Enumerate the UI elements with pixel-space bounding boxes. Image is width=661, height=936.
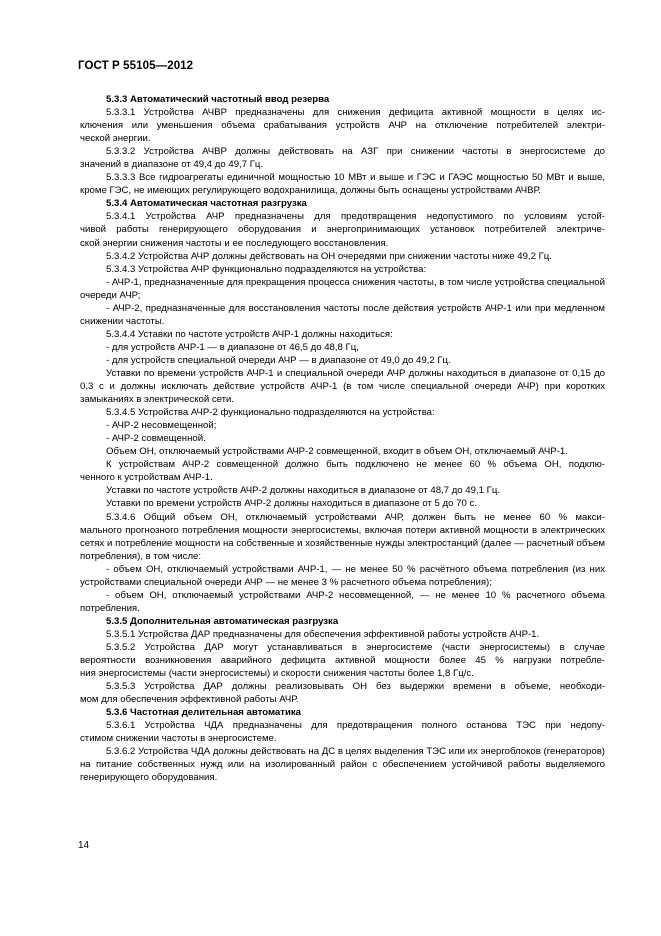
paragraph: 5.3.3.1 Устройства АЧВР предназначены для снижения дефицита активной мощности в целях ис-	[106, 107, 605, 119]
paragraph: - АЧР-1, предназначенные для прекращения процесса снижения частоты, в том числе устройства специальной очереди АЧР;	[80, 276, 605, 301]
page-number: 14	[78, 840, 90, 851]
section-heading: 5.3.5 Дополнительная автоматическая разгрузка	[106, 615, 339, 627]
paragraph-continuation: ченного к устройствам АЧР-1.	[80, 472, 213, 484]
section-heading: 5.3.4 Автоматическая частотная разгрузка	[106, 198, 307, 210]
paragraph: - объем ОН, отключаемый устройствами АЧР-1, — не менее 50 % расчётного объема потребления (из них устройствами специальной очереди АЧР — не менее 3 % расчетного объема потребления);	[80, 563, 605, 588]
paragraph: 5.3.4.3 Устройства АЧР функционально подразделяются на устройства:	[106, 263, 427, 275]
paragraph: 5.3.4.1 Устройства АЧР предназначены для предотвращения недопустимого по условиям устой-	[106, 211, 605, 223]
paragraph: 5.3.4.5 Устройства АЧР-2 функционально подразделяются на устройства:	[106, 407, 435, 419]
paragraph: Уставки по частоте устройств АЧР-2 должны находиться в диапазоне от 48,7 до 49,1 Гц.	[106, 485, 500, 497]
paragraph: 5.3.4.2 Устройства АЧР должны действовать на ОН очередями при снижении частоты ниже 49,2 Гц.	[106, 250, 552, 262]
paragraph-continuation: ключения или уменьшения объема срабатывания устройств АЧР на отключение потребителей электри-	[80, 120, 605, 132]
paragraph: 5.3.5.2 Устройства ДАР могут устанавливаться в энергосистеме (части энергосистемы) в случае	[106, 641, 605, 653]
page-header: ГОСТ Р 55105—2012	[78, 60, 194, 72]
paragraph: 5.3.3.2 Устройства АЧВР должны действовать на АЗГ при снижении частоты в энергосистеме до	[106, 146, 605, 158]
paragraph-continuation: мального прогнозного потребления мощности энергосистемы, включая потери активной мощности в электрических сетях и потребление мощности на собственные и хозяйственные нужды электростанций (далее — расчетный объем потребления), в том числе:	[80, 524, 605, 562]
paragraph: Уставки по времени устройств АЧР-1 и специальной очереди АЧР должны находиться в диапазоне от 0,15 до 0,3 с и должны исключать действие устройств АЧР-1 (в том числе специальной очереди АЧР) при коротких замыканиях в электрической сети.	[80, 367, 605, 406]
paragraph-continuation: ской энергии снижения частоты и ее последующего восстановления.	[80, 237, 389, 249]
paragraph-continuation: мом для обеспечения эффективной работы АЧР.	[80, 694, 299, 706]
paragraph: 5.3.5.1 Устройства ДАР предназначены для обеспечения эффективной работы устройств АЧР-1.	[106, 628, 540, 640]
paragraph-continuation: чивой работы генерирующего оборудования и энергопринимающих установок потребителей электриче-	[80, 224, 605, 236]
paragraph: 5.3.4.6 Общий объем ОН, отключаемый устройствами АЧР, должен быть не менее 60 % макси-	[106, 511, 605, 523]
paragraph-continuation: ческой энергии.	[80, 133, 151, 145]
paragraph-continuation: ния энергосистемы (части энергосистемы) и скорости снижения частоты более 1,8 Гц/с.	[80, 668, 474, 680]
paragraph-continuation: стимом снижении частоты в энергосистеме.	[80, 733, 277, 745]
paragraph: 5.3.6.2 Устройства ЧДА должны действовать на ДС в целях выделения ТЭС или их энергоблоков (генераторов) на питание собственных нужд или на изолированный район с обеспечением устойчивой работы выделяемого генерирующего оборудования.	[80, 746, 605, 784]
paragraph: - для устройств АЧР-1 — в диапазоне от 46,5 до 48,8 Гц,	[106, 341, 359, 353]
paragraph-continuation: значений в диапазоне от 49,4 до 49,7 Гц.	[80, 159, 264, 171]
document-body	[80, 93, 605, 784]
paragraph: 5.3.4.4 Уставки по частоте устройств АЧР-1 должны находиться:	[106, 328, 393, 340]
paragraph: Объем ОН, отключаемый устройствами АЧР-2 совмещенной, входит в объем ОН, отключаемый АЧР-1.	[106, 446, 568, 458]
paragraph: Уставки по времени устройств АЧР-2 должны находиться в диапазоне от 5 до 70 с.	[106, 498, 477, 510]
paragraph: К устройствам АЧР-2 совмещенной должно быть подключено не менее 60 % объема ОН, подклю-	[106, 459, 605, 471]
paragraph: - АЧР-2 совмещенной.	[106, 433, 206, 445]
paragraph: - для устройств специальной очереди АЧР — в диапазоне от 49,0 до 49,2 Гц.	[106, 354, 451, 366]
paragraph: - объем ОН, отключаемый устройствами АЧР-2 несовмещенной, — не менее 10 % расчетного объема потребления.	[80, 589, 605, 614]
paragraph: 5.3.5.3 Устройства ДАР должны реализовывать ОН без выдержки времени в объеме, необходи-	[106, 681, 605, 693]
paragraph-continuation: вероятности возникновения аварийного дефицита активной мощности более 45 % нагрузки потребле-	[80, 655, 605, 667]
paragraph: - АЧР-2 несовмещенной;	[106, 420, 217, 432]
paragraph: - АЧР-2, предназначенные для восстановления частоты после действия устройств АЧР-1 или при медленном снижении частоты.	[80, 302, 605, 327]
paragraph: 5.3.6.1 Устройства ЧДА предназначены для предотвращения полного останова ТЭС при недопу-	[106, 720, 605, 732]
section-heading: 5.3.3 Автоматический частотный ввод резерва	[106, 94, 330, 105]
paragraph: 5.3.3.3 Все гидроагрегаты единичной мощностью 10 МВт и выше и ГЭС и ГАЭС мощностью 50 МВт и выше, кроме ГЭС, не имеющих регулирующего водохранилища, должны быть оснащены устройствами АЧВР.	[80, 172, 605, 197]
section-heading: 5.3.6 Частотная делительная автоматика	[106, 707, 301, 719]
